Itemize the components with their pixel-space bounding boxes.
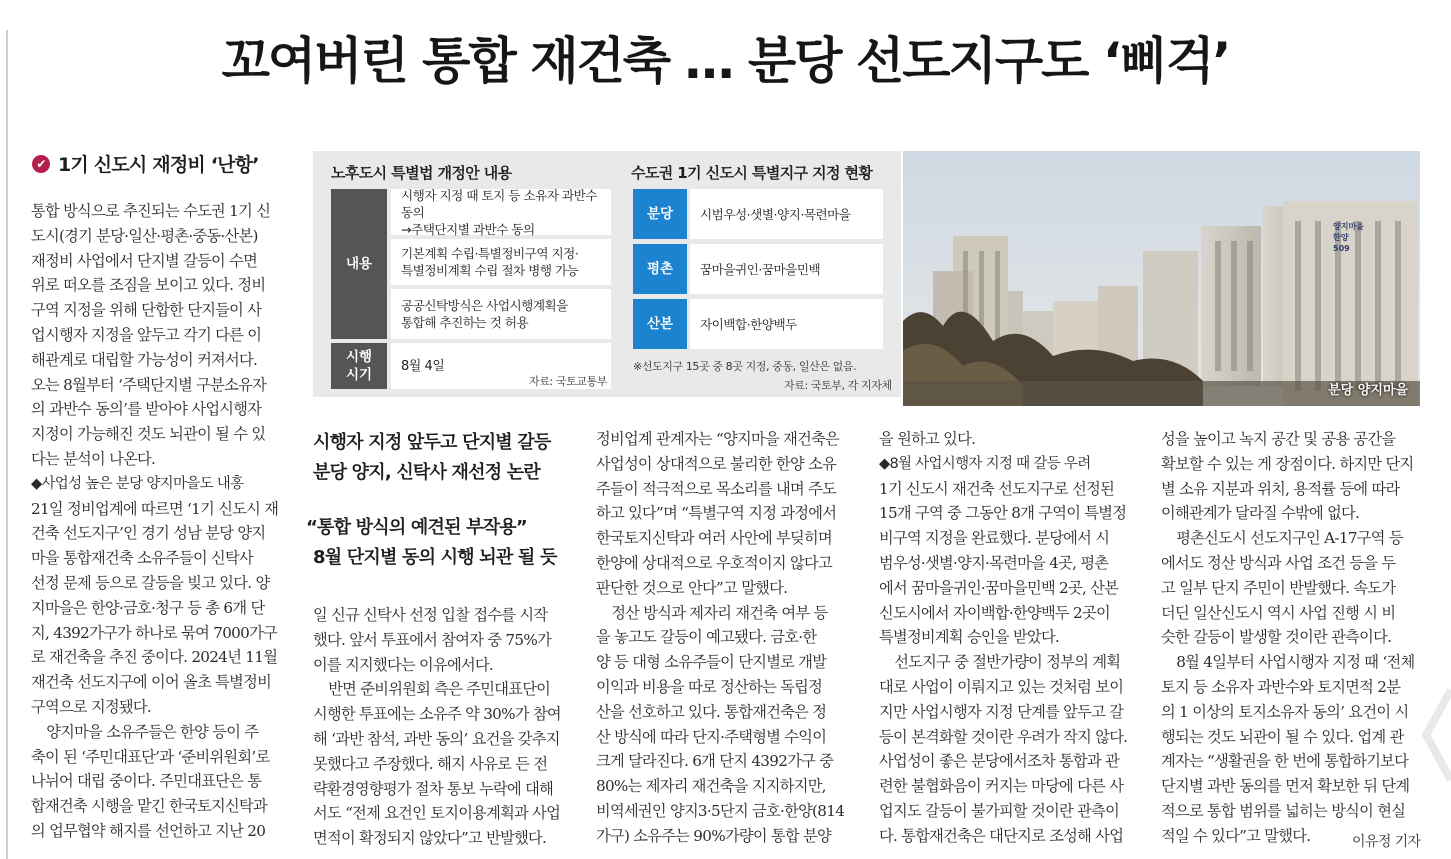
text-line: 8월 4일부터 사업시행자 지정 때 ‘전체 <box>1176 653 1415 672</box>
text-line: 평촌신도시 선도지구인 A-17구역 등 <box>1176 529 1403 548</box>
text-line: 양 등 대형 소유주들이 단지별로 개발 <box>596 653 827 672</box>
text-line: 21일 정비업계에 따르면 ‘1기 신도시 재 <box>31 499 279 518</box>
text-line: 정산 방식과 제자리 재건축 여부 등 <box>611 603 828 622</box>
text-line: ◆사업성 높은 분당 양지마을도 내홍 <box>31 475 244 492</box>
text-line: 축이 된 ‘주민대표단’과 ‘준비위원회’로 <box>31 747 270 766</box>
text-line: 신도시에서 자이백합·한양백두 2곳이 <box>879 603 1110 622</box>
text-line: 사업성이 상대적으로 불리한 한양 소유 <box>596 454 837 473</box>
text-line: 의 업무협약 해지를 선언하고 지난 20 <box>31 821 266 840</box>
byline: 이유정 기자 <box>1352 834 1421 850</box>
text-line: 략환경영향평가 절차 통보 누락에 대해 <box>313 779 554 798</box>
text-line: 등이 본격화할 것이란 우려가 작지 않다. <box>879 727 1128 746</box>
text-line: 을 원하고 있다. <box>879 430 976 448</box>
text-line: 크게 달라진다. 6개 단지 4392가구 중 <box>596 752 834 771</box>
text-line: 재건축 선도지구에 이어 올초 특별정비 <box>31 673 272 692</box>
text-line: 15개 구역 중 그동안 8개 구역이 특별정 <box>879 504 1127 523</box>
text-line: 선정 문제 등으로 갈등을 빚고 있다. 양 <box>31 573 270 592</box>
article-column-1 <box>31 199 291 844</box>
text-line: ◆8월 사업시행자 지정 때 갈등 우려 <box>879 455 1091 472</box>
text-line: 건축 선도지구’인 경기 성남 분당 양지 <box>31 524 266 543</box>
text-line: 비구역 지정을 완료했다. 분당에서 시 <box>879 529 1110 548</box>
text-line: 주들이 적극적으로 목소리를 내며 주도 <box>596 479 837 498</box>
text-line: 나뉘어 대립 중이다. 주민대표단은 통 <box>31 772 262 791</box>
text-line: 시행한 투표에는 소유주 약 30%가 참여 <box>313 705 561 724</box>
text-line: 1기 신도시 재건축 선도지구로 선정된 <box>879 479 1115 498</box>
text-line: 업시행자 지정을 앞두고 각기 다른 이 <box>31 325 262 344</box>
text-line: 서도 “전제 요건인 토지이용계획과 사업 <box>313 804 561 823</box>
text-line: 성을 높이고 녹지 공간 및 공용 공간을 <box>1161 430 1396 448</box>
headline: 꼬여버린 통합 재건축 … 분당 선도지구도 ‘삐걱’ <box>221 32 1230 90</box>
district-villages-bundang: 시범우성·샛별·양지·목련마을 <box>690 189 883 239</box>
text-line: 80%는 제자리 재건축을 지지하지만, <box>596 777 826 796</box>
apartment-illustration <box>903 151 1420 406</box>
text-line: 오는 8월부터 ‘주택단지별 구분소유자 <box>31 375 267 394</box>
graphic-right-title: 수도권 1기 신도시 특별지구 지정 현황 <box>631 164 873 182</box>
subhead-b-line1: “통합 방식의 예견된 부작용” <box>306 517 527 538</box>
text-line: 계자는 “생활권을 한 번에 통합하기보다 <box>1161 752 1409 771</box>
text-line: 구역 지정을 위해 단합한 단지들이 사 <box>31 301 262 320</box>
text-line: 하고 있다”며 “특별구역 지정 과정에서 <box>596 504 837 523</box>
content-item-2: 기본계획 수립·특별정비구역 지정· 특별정비계획 수립 절차 병행 가능 <box>391 239 611 285</box>
text-line: 에서 꿈마을귀인·꿈마을민백 2곳, 산본 <box>879 578 1119 597</box>
text-line: 마을 통합재건축 소유주들이 신탁사 <box>31 549 253 568</box>
text-line: 선도지구 중 절반가량이 정부의 계획 <box>894 653 1121 672</box>
text-line: 반면 준비위원회 측은 주민대표단이 <box>328 680 551 699</box>
text-line: 비역세권인 양지3·5단지 금호·한양(814 <box>596 801 845 820</box>
text-line: 지마을은 한양·금호·청구 등 총 6개 단 <box>31 598 265 617</box>
left-border-rule <box>6 30 8 859</box>
graphic-left-source: 자료: 국토교통부 <box>529 375 607 388</box>
text-line: 행되는 것도 뇌관이 될 수 있다. 업계 관 <box>1161 727 1404 746</box>
text-line: 위로 떠오를 조짐을 보이고 있다. 정비 <box>31 276 266 295</box>
text-line: 이해관계가 달라질 수밖에 없다. <box>1161 504 1360 523</box>
date-label: 시행 시기 <box>331 343 387 389</box>
text-line: 의 1 이상의 토지소유자 동의’ 요건이 시 <box>1161 702 1409 721</box>
text-line: 정비업계 관계자는 “양지마을 재건축은 <box>596 430 839 448</box>
text-line: 이익과 비용을 따로 정산하는 독립정 <box>596 677 823 696</box>
text-line: 산 방식에 따라 단지·주택형별 수익이 <box>596 727 827 746</box>
text-line: 한국토지신탁과 여러 사안에 부딪히며 <box>596 529 832 548</box>
text-line: 특별정비계획 승인을 받았다. <box>879 628 1060 647</box>
text-line: 합재건축 시행을 맡긴 한국토지신탁과 <box>31 797 267 816</box>
content-item-1: 시행자 지정 때 토지 등 소유자 과반수 동의 →주택단지별 과반수 동의 <box>391 189 611 235</box>
content-label: 내용 <box>331 189 387 339</box>
building-sign: 양지마을 한양 509 <box>1333 222 1364 253</box>
date-value: 8월 4일 <box>391 343 611 389</box>
subhead-b-line2: 8월 단지별 동의 시행 뇌관 될 듯 <box>313 547 557 568</box>
graphic-right-source: 자료: 국토부, 각 지자체 <box>784 379 892 392</box>
text-line: 확보할 수 있는 게 장점이다. 하지만 단지 <box>1161 454 1414 473</box>
text-line: 적으로 통합 범위를 넓히는 방식이 현실 <box>1161 801 1406 820</box>
apartment-photo <box>903 151 1420 406</box>
text-line: 지, 4392가구가 하나로 묶여 7000가구 <box>31 623 278 642</box>
text-line: 다는 분석이 나온다. <box>31 449 156 468</box>
text-line: 대로 사업이 이뤄지고 있는 것처럼 보이 <box>879 677 1124 696</box>
text-line: 구역으로 지정됐다. <box>31 697 152 716</box>
article-column-2 <box>313 603 573 851</box>
info-graphic <box>313 151 901 397</box>
district-villages-pyeongchon: 꿈마을귀인·꿈마을민백 <box>690 244 883 294</box>
text-line: 못했다고 주장했다. 해지 사유로 든 전 <box>313 754 548 773</box>
text-line: 지정이 가능해진 것도 뇌관이 될 수 있 <box>31 425 266 444</box>
text-line: 을 놓고도 갈등이 예고됐다. 금호·한 <box>596 628 817 647</box>
text-line: 양지마을 소유주들은 한양 등이 주 <box>46 722 259 741</box>
decorative-chevron-mark <box>1421 680 1451 790</box>
text-line: 이를 지지했다는 이유에서다. <box>313 655 494 674</box>
text-line: 재정비 사업에서 단지별 갈등이 수면 <box>31 251 258 270</box>
graphic-right-note: ※선도지구 15곳 중 8곳 지정, 중동, 일산은 없음. <box>633 360 857 373</box>
district-tag-pyeongchon: 평촌 <box>633 244 687 294</box>
text-line: 해관계로 대립할 가능성이 커져서다. <box>31 350 258 369</box>
text-line: 일 신규 신탁사 선정 입찰 접수를 시작 <box>313 606 548 624</box>
text-line: 통합 방식으로 추진되는 수도권 1기 신 <box>31 202 271 220</box>
text-line: 토지 등 소유자 과반수와 토지면적 2분 <box>1161 677 1401 696</box>
text-line: 의 과반수 동의’를 받아야 사업시행자 <box>31 400 262 419</box>
text-line: 련한 불협화음이 커지는 마당에 다른 사 <box>879 777 1124 796</box>
article-column-5 <box>1161 427 1423 849</box>
text-line: 고 일부 단지 주민이 반발했다. 속도가 <box>1161 578 1396 597</box>
text-line: 한양에 상대적으로 우호적이지 않다고 <box>596 553 832 572</box>
graphic-left-title: 노후도시 특별법 개정안 내용 <box>331 164 512 182</box>
subhead-a-line2: 분당 양지, 신탁사 재선정 논란 <box>313 462 540 483</box>
text-line: 슷한 갈등이 발생할 것이란 관측이다. <box>1161 628 1392 647</box>
check-icon: ✔ <box>32 155 50 173</box>
article-column-3 <box>596 427 858 849</box>
text-line: 도시(경기 분당·일산·평촌·중동·산본) <box>31 226 258 245</box>
text-line: 면적이 확정되지 않았다”고 반발했다. <box>313 829 547 848</box>
text-line: 업지도 갈등이 불가피할 것이란 관측이 <box>879 801 1120 820</box>
district-tag-sanbon: 산본 <box>633 299 687 349</box>
kicker-label: 1기 신도시 재정비 ‘난항’ <box>58 154 259 176</box>
text-line: 판단한 것으로 안다”고 말했다. <box>596 578 788 597</box>
content-item-3: 공공신탁방식은 사업시행계획을 통합해 추진하는 것 허용 <box>391 289 611 339</box>
subhead-a-line1: 시행자 지정 앞두고 단지별 갈등 <box>313 432 551 453</box>
text-line: 산을 선호하고 있다. 통합재건축은 정 <box>596 702 827 721</box>
text-line: 더딘 일산신도시 역시 사업 진행 시 비 <box>1161 603 1396 622</box>
text-line: 가구) 소유주는 90%가량이 통합 분양 <box>596 826 832 845</box>
photo-caption: 분당 양지마을 <box>1328 383 1408 398</box>
district-tag-bundang: 분당 <box>633 189 687 239</box>
text-line: 다. 통합재건축은 대단지로 조성해 사업 <box>879 826 1124 845</box>
section-kicker <box>32 150 259 177</box>
text-line: 해 ‘과반 참석, 과반 동의’ 요건을 갖추지 <box>313 729 560 748</box>
text-line: 에서도 정산 방식과 사업 조건 등을 두 <box>1161 553 1396 572</box>
text-line: 사업성이 좋은 분당에서조차 통합과 관 <box>879 752 1120 771</box>
text-line: 로 재건축을 추진 중이다. 2024년 11월 <box>31 648 278 667</box>
text-line: 범우성·샛별·양지·목련마을 4곳, 평촌 <box>879 553 1109 572</box>
district-villages-sanbon: 자이백합·한양백두 <box>690 299 883 349</box>
article-column-4 <box>879 427 1141 849</box>
text-line: 했다. 앞서 투표에서 참여자 중 75%가 <box>313 630 552 649</box>
text-line: 별 소유 지분과 위치, 용적률 등에 따라 <box>1161 479 1400 498</box>
text-line: 적일 수 있다”고 말했다. <box>1161 826 1311 845</box>
text-line: 단지별 과반 동의를 먼저 확보한 뒤 단계 <box>1161 777 1410 796</box>
text-line: 지만 사업시행자 지정 단계를 앞두고 갈 <box>879 702 1124 721</box>
